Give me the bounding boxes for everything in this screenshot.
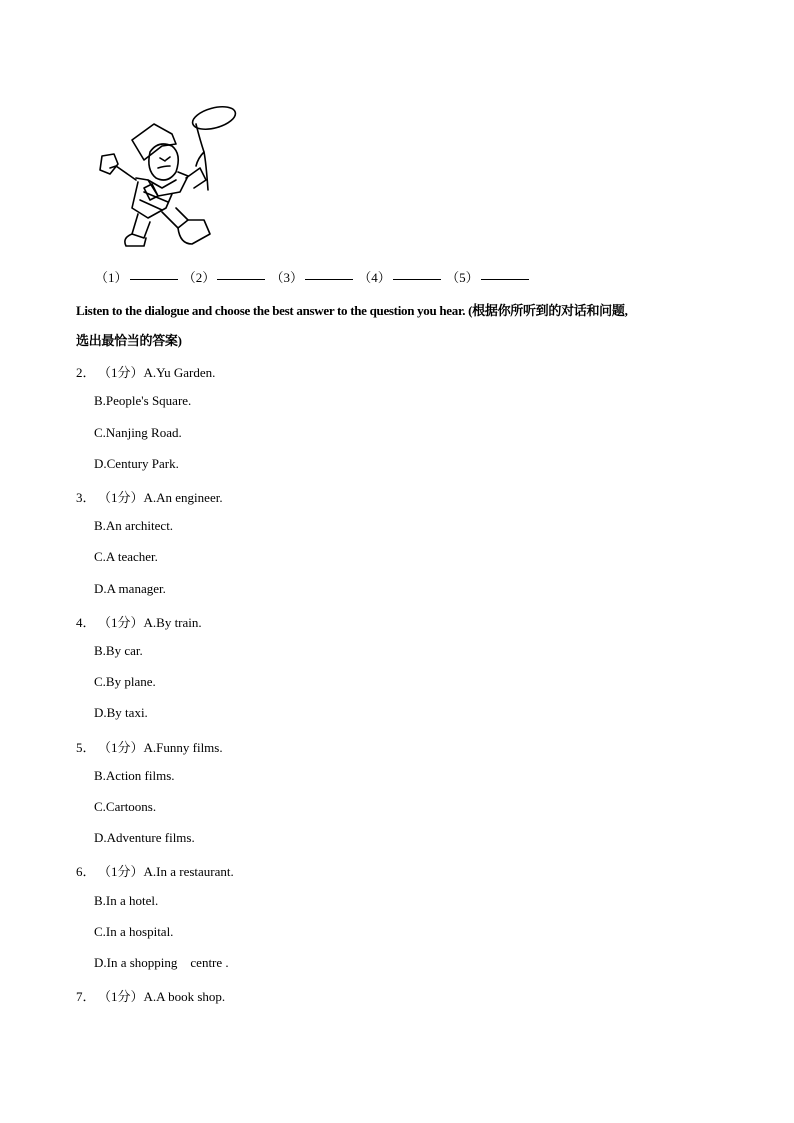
score-label: （1分） bbox=[98, 989, 144, 1004]
option-a[interactable]: A.Yu Garden. bbox=[143, 365, 216, 380]
score-label: （1分） bbox=[98, 864, 144, 879]
blank-line[interactable] bbox=[305, 278, 353, 280]
question-7 bbox=[76, 986, 225, 1005]
blank-item[interactable] bbox=[95, 270, 178, 285]
blank-line[interactable] bbox=[130, 278, 178, 280]
cowboy-illustration bbox=[92, 100, 242, 252]
option-c[interactable]: C.Nanjing Road. bbox=[94, 425, 182, 440]
question-number: 2． bbox=[76, 365, 96, 380]
option-d[interactable]: D.A manager. bbox=[94, 581, 166, 596]
question-3 bbox=[76, 487, 223, 506]
question-number: 4． bbox=[76, 615, 96, 630]
blank-label: （1） bbox=[95, 270, 128, 285]
option-a[interactable]: A.Funny films. bbox=[143, 740, 223, 755]
blank-item[interactable] bbox=[358, 270, 441, 285]
question-number: 3． bbox=[76, 490, 96, 505]
option-a[interactable]: A.By train. bbox=[143, 615, 202, 630]
question-number: 7． bbox=[76, 989, 96, 1004]
blank-line[interactable] bbox=[481, 278, 529, 280]
option-a[interactable]: A.In a restaurant. bbox=[143, 864, 234, 879]
question-number: 5． bbox=[76, 740, 96, 755]
option-d[interactable]: D.In a shopping centre . bbox=[94, 955, 229, 970]
option-b[interactable]: B.By car. bbox=[94, 643, 143, 658]
blank-line[interactable] bbox=[393, 278, 441, 280]
blank-label: （2） bbox=[182, 270, 216, 285]
question-6 bbox=[76, 861, 234, 880]
question-2 bbox=[76, 362, 215, 381]
option-b[interactable]: B.Action films. bbox=[94, 768, 175, 783]
option-c[interactable]: C.A teacher. bbox=[94, 549, 158, 564]
section-instruction-line1: Listen to the dialogue and choose the best answer to the question you hear. (根据你所听到的对话和问题, bbox=[76, 303, 628, 318]
blank-item[interactable] bbox=[446, 270, 529, 285]
option-b[interactable]: B.An architect. bbox=[94, 518, 174, 533]
option-c[interactable]: C.In a hospital. bbox=[94, 924, 174, 939]
blank-item[interactable] bbox=[271, 270, 354, 285]
blank-line[interactable] bbox=[217, 278, 265, 280]
option-a[interactable]: A.A book shop. bbox=[143, 989, 226, 1004]
answer-blanks bbox=[95, 267, 531, 286]
option-b[interactable]: B.In a hotel. bbox=[94, 893, 159, 908]
option-d[interactable]: D.Adventure films. bbox=[94, 830, 195, 845]
score-label: （1分） bbox=[98, 490, 144, 505]
question-5 bbox=[76, 737, 223, 756]
option-d[interactable]: D.Century Park. bbox=[94, 456, 179, 471]
option-c[interactable]: C.Cartoons. bbox=[94, 799, 157, 814]
question-number: 6． bbox=[76, 864, 96, 879]
blank-label: （3） bbox=[270, 270, 304, 285]
section-instruction-line2: 选出最恰当的答案) bbox=[76, 333, 182, 348]
option-d[interactable]: D.By taxi. bbox=[94, 705, 148, 720]
option-c[interactable]: C.By plane. bbox=[94, 674, 156, 689]
score-label: （1分） bbox=[98, 740, 144, 755]
blank-item[interactable] bbox=[183, 270, 266, 285]
blank-label: （5） bbox=[446, 270, 479, 285]
option-b[interactable]: B.People's Square. bbox=[94, 393, 192, 408]
question-4 bbox=[76, 612, 202, 631]
score-label: （1分） bbox=[98, 365, 144, 380]
score-label: （1分） bbox=[98, 615, 144, 630]
blank-label: （4） bbox=[358, 270, 391, 285]
option-a[interactable]: A.An engineer. bbox=[143, 490, 223, 505]
